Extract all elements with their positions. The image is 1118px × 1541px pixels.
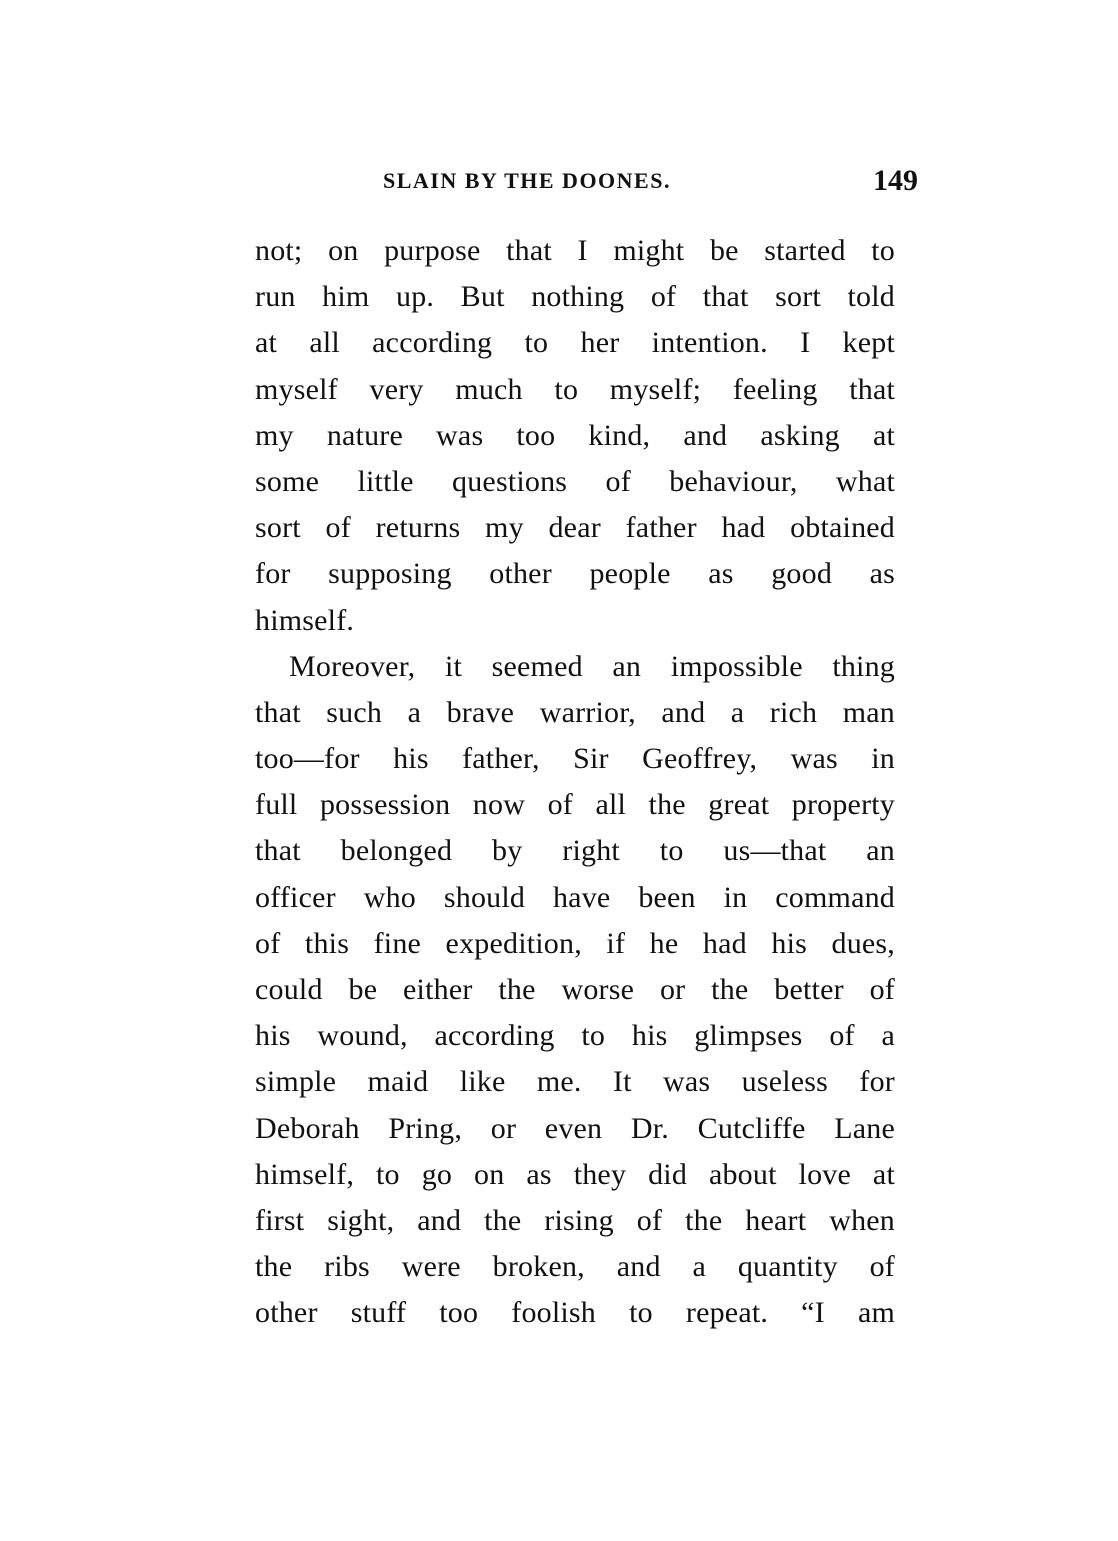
text-line: the ribs were broken, and a quantity of [255, 1250, 895, 1284]
text-line: that such a brave warrior, and a rich man [255, 695, 895, 729]
text-line: Moreover, it seemed an impossible thing [289, 649, 895, 683]
text-line: of this fine expedition, if he had his dues, [255, 926, 895, 960]
paragraph-1 [255, 228, 895, 644]
text-line: sort of returns my dear father had obtained [255, 511, 895, 545]
text-line: myself very much to myself; feeling that [255, 372, 895, 406]
body-text [255, 228, 895, 1337]
text-line: officer who should have been in command [255, 880, 895, 914]
running-head [383, 164, 918, 208]
paragraph-2 [255, 644, 895, 1337]
text-line: full possession now of all the great property [255, 788, 895, 822]
page-number: 149 [873, 164, 918, 197]
text-line: not; on purpose that I might be started to [255, 234, 895, 267]
text-line: for supposing other people as good as [255, 557, 895, 591]
text-line: other stuff too foolish to repeat. “I am [255, 1296, 895, 1330]
text-line: simple maid like me. It was useless for [255, 1065, 895, 1099]
text-line: my nature was too kind, and asking at [255, 418, 895, 452]
text-line: first sight, and the rising of the heart when [255, 1203, 895, 1237]
running-title: SLAIN BY THE DOONES. [383, 168, 671, 193]
text-line: his wound, according to his glimpses of a [255, 1019, 895, 1053]
text-line: himself. [255, 603, 355, 637]
text-line: some little questions of behaviour, what [255, 464, 895, 498]
text-line: too—for his father, Sir Geoffrey, was in [255, 742, 895, 776]
text-line: at all according to her intention. I kept [255, 326, 895, 360]
text-line: himself, to go on as they did about love at [255, 1157, 895, 1191]
text-line: that belonged by right to us—that an [255, 834, 895, 868]
text-line: run him up. But nothing of that sort told [255, 280, 895, 314]
text-line: Deborah Pring, or even Dr. Cutcliffe Lane [255, 1111, 895, 1145]
text-line: could be either the worse or the better of [255, 973, 895, 1006]
